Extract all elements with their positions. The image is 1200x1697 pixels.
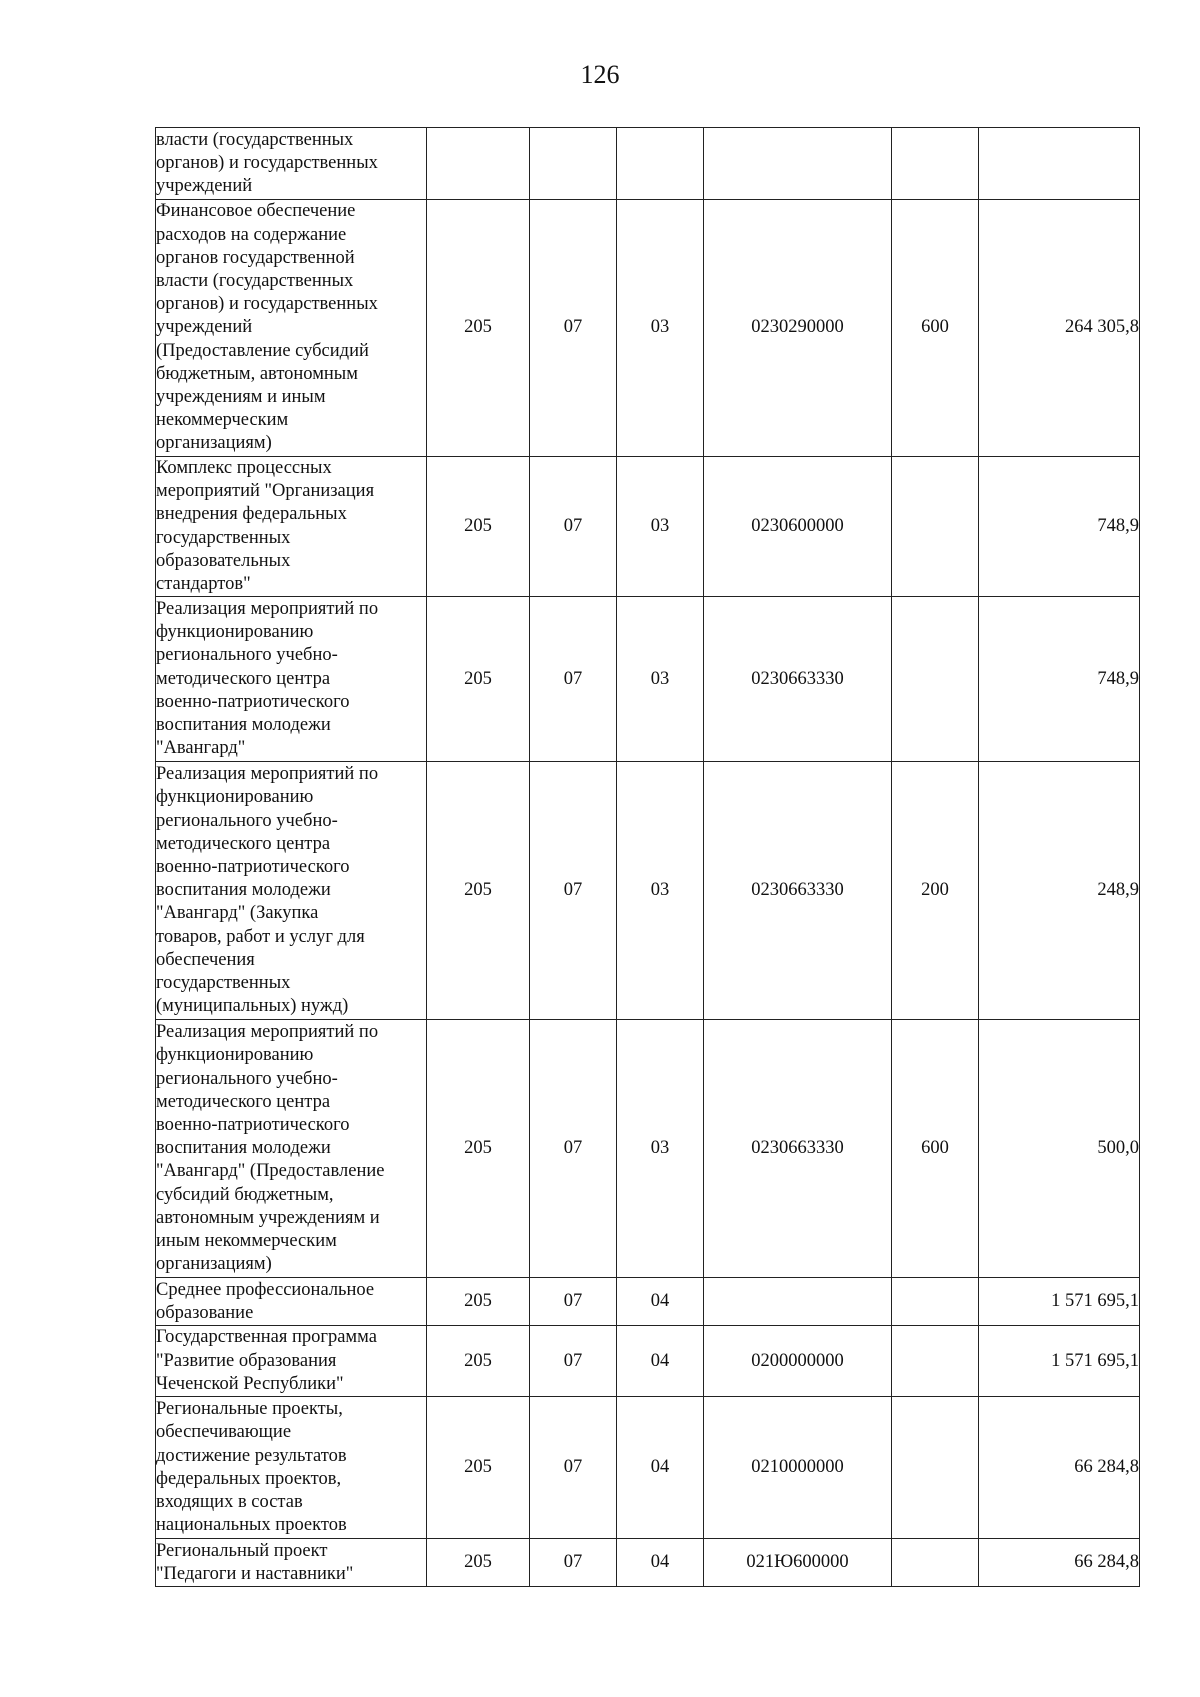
- row-name-cell: Региональный проект "Педагоги и наставники": [156, 1539, 427, 1587]
- ved-code-cell: 205: [427, 1326, 530, 1397]
- expense-type-cell: [892, 1326, 979, 1397]
- row-name-cell: Региональные проекты, обеспечивающие достижение результатов федеральных проектов, входящих в состав национальных проектов: [156, 1397, 427, 1539]
- section-cell: 07: [530, 1539, 617, 1587]
- row-name-cell: Финансовое обеспечение расходов на содержание органов государственной власти (государственных органов) и государственных учреждений (Предоставление субсидий бюджетным, автономным учреждениям и иным некоммерческим организациям): [156, 200, 427, 457]
- table-row: [156, 1326, 1140, 1397]
- row-name-cell: Комплекс процессных мероприятий "Организация внедрения федеральных государственных образовательных стандартов": [156, 457, 427, 597]
- ved-code-cell: 205: [427, 200, 530, 457]
- amount-cell: 500,0: [979, 1020, 1140, 1278]
- subsection-cell: 04: [617, 1278, 704, 1326]
- expense-type-cell: [892, 1397, 979, 1539]
- table-row: [156, 597, 1140, 762]
- expense-type-cell: [892, 597, 979, 762]
- row-name-cell: Реализация мероприятий по функционированию регионального учебно- методического центра военно-патриотического воспитания молодежи "Авангард": [156, 597, 427, 762]
- table-row: [156, 128, 1140, 200]
- target-article-cell: 0230663330: [704, 1020, 892, 1278]
- subsection-cell: 04: [617, 1397, 704, 1539]
- row-name-cell: Государственная программа "Развитие образования Чеченской Республики": [156, 1326, 427, 1397]
- expense-type-cell: 600: [892, 1020, 979, 1278]
- row-name-cell: Реализация мероприятий по функционированию регионального учебно- методического центра военно-патриотического воспитания молодежи "Авангард" (Закупка товаров, работ и услуг для обеспечения государственных (муниципальных) нужд): [156, 762, 427, 1020]
- section-cell: 07: [530, 762, 617, 1020]
- subsection-cell: 03: [617, 597, 704, 762]
- amount-cell: [979, 128, 1140, 200]
- section-cell: 07: [530, 1326, 617, 1397]
- ved-code-cell: 205: [427, 1539, 530, 1587]
- section-cell: [530, 128, 617, 200]
- ved-code-cell: 205: [427, 1278, 530, 1326]
- expense-type-cell: 600: [892, 200, 979, 457]
- section-cell: 07: [530, 1397, 617, 1539]
- expense-type-cell: [892, 128, 979, 200]
- page-number: 126: [580, 60, 620, 89]
- target-article-cell: 0210000000: [704, 1397, 892, 1539]
- subsection-cell: 03: [617, 762, 704, 1020]
- expense-type-cell: 200: [892, 762, 979, 1020]
- target-article-cell: 0200000000: [704, 1326, 892, 1397]
- table-row: [156, 457, 1140, 597]
- table-row: [156, 1397, 1140, 1539]
- expense-type-cell: [892, 457, 979, 597]
- amount-cell: 748,9: [979, 457, 1140, 597]
- section-cell: 07: [530, 457, 617, 597]
- target-article-cell: 0230290000: [704, 200, 892, 457]
- section-cell: 07: [530, 1278, 617, 1326]
- expense-type-cell: [892, 1539, 979, 1587]
- amount-cell: 66 284,8: [979, 1539, 1140, 1587]
- subsection-cell: 04: [617, 1326, 704, 1397]
- subsection-cell: 03: [617, 457, 704, 597]
- section-cell: 07: [530, 597, 617, 762]
- subsection-cell: [617, 128, 704, 200]
- amount-cell: 748,9: [979, 597, 1140, 762]
- target-article-cell: 021Ю600000: [704, 1539, 892, 1587]
- budget-table: [155, 127, 1140, 1587]
- ved-code-cell: [427, 128, 530, 200]
- target-article-cell: [704, 128, 892, 200]
- ved-code-cell: 205: [427, 1397, 530, 1539]
- table-row: [156, 1539, 1140, 1587]
- ved-code-cell: 205: [427, 457, 530, 597]
- table-row: [156, 1278, 1140, 1326]
- expense-type-cell: [892, 1278, 979, 1326]
- amount-cell: 1 571 695,1: [979, 1326, 1140, 1397]
- ved-code-cell: 205: [427, 1020, 530, 1278]
- amount-cell: 248,9: [979, 762, 1140, 1020]
- subsection-cell: 04: [617, 1539, 704, 1587]
- table-row: [156, 1020, 1140, 1278]
- table-row: [156, 200, 1140, 457]
- amount-cell: 66 284,8: [979, 1397, 1140, 1539]
- section-cell: 07: [530, 200, 617, 457]
- target-article-cell: 0230600000: [704, 457, 892, 597]
- row-name-cell: Среднее профессиональное образование: [156, 1278, 427, 1326]
- subsection-cell: 03: [617, 200, 704, 457]
- subsection-cell: 03: [617, 1020, 704, 1278]
- row-name-cell: власти (государственных органов) и государственных учреждений: [156, 128, 427, 200]
- target-article-cell: 0230663330: [704, 597, 892, 762]
- amount-cell: 264 305,8: [979, 200, 1140, 457]
- table-row: [156, 762, 1140, 1020]
- target-article-cell: 0230663330: [704, 762, 892, 1020]
- section-cell: 07: [530, 1020, 617, 1278]
- ved-code-cell: 205: [427, 597, 530, 762]
- amount-cell: 1 571 695,1: [979, 1278, 1140, 1326]
- ved-code-cell: 205: [427, 762, 530, 1020]
- target-article-cell: [704, 1278, 892, 1326]
- row-name-cell: Реализация мероприятий по функционированию регионального учебно- методического центра военно-патриотического воспитания молодежи "Авангард" (Предоставление субсидий бюджетным, автономным учреждениям и иным некоммерческим организациям): [156, 1020, 427, 1278]
